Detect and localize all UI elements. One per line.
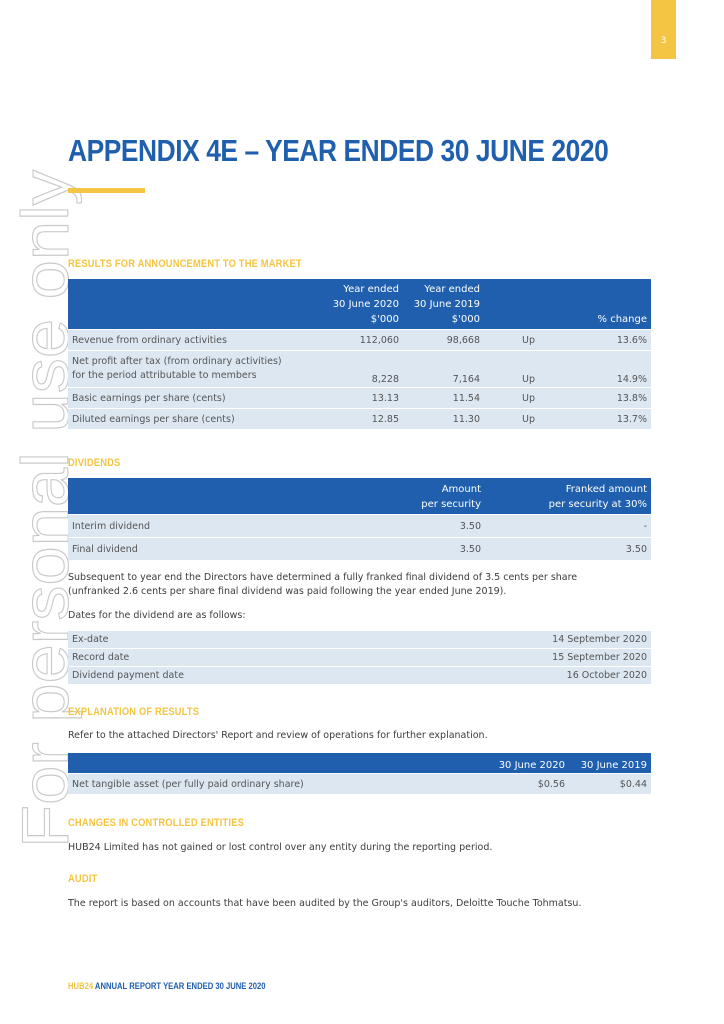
header-franked: Franked amount per security at 30% [485,478,651,514]
table-row: Record date 15 September 2020 [68,649,651,666]
table-row: Ex-date 14 September 2020 [68,631,651,648]
table-row: Net profit after tax (from ordinary activities) for the period attributable to members 8,228 7,164 Up 14.9% [68,351,651,387]
table-row: Interim dividend 3.50 - [68,515,651,537]
header-2019: Year ended 30 June 2019 $'000 [403,279,484,329]
table-row: Basic earnings per share (cents) 13.13 11.54 Up 13.8% [68,388,651,408]
results-table [68,278,651,430]
watermark-text: For personal use only [8,213,82,848]
table-row: Final dividend 3.50 3.50 [68,538,651,560]
footer [68,981,266,991]
page-number: 3 [660,36,667,46]
audit-heading: AUDIT [68,873,98,885]
page-title: APPENDIX 4E – YEAR ENDED 30 JUNE 2020 [68,133,609,168]
title-underline [68,188,145,193]
nta-header-row [68,753,651,773]
dividend-dates-table [68,630,651,685]
table-row: Dividend payment date 16 October 2020 [68,667,651,684]
table-row: Diluted earnings per share (cents) 12.85 11.30 Up 13.7% [68,409,651,429]
dividend-dates-intro: Dates for the dividend are as follows: [68,610,246,621]
nta-table [68,752,651,795]
dividends-header-row [68,478,651,514]
audit-text: The report is based on accounts that have been audited by the Group's auditors, Deloitte Touche Tohmatsu. [68,898,582,909]
dividends-table [68,477,651,561]
dividend-note: Subsequent to year end the Directors have determined a fully franked final dividend of 3.5 cents per share (unfranked 2.6 cents per share final dividend was paid following the year ended June 2019). [68,572,578,597]
results-header-row [68,279,651,329]
table-row: Revenue from ordinary activities 112,060 98,668 Up 13.6% [68,330,651,350]
header-2019: 30 June 2019 [569,753,651,773]
footer-brand: HUB24 [68,981,94,991]
changes-heading: CHANGES IN CONTROLLED ENTITIES [68,817,245,829]
explanation-text: Refer to the attached Directors' Report and review of operations for further explanation. [68,730,488,741]
header-2020: 30 June 2020 [485,753,569,773]
explanation-heading: EXPLANATION OF RESULTS [68,706,200,718]
dividends-heading: DIVIDENDS [68,457,121,469]
header-amount: Amount per security [403,478,485,514]
footer-title: ANNUAL REPORT YEAR ENDED 30 JUNE 2020 [93,981,266,991]
page-number-tab [651,0,676,59]
changes-text: HUB24 Limited has not gained or lost control over any entity during the reporting period. [68,842,493,853]
table-row: Net tangible asset (per fully paid ordinary share) $0.56 $0.44 [68,774,651,794]
header-change: % change [563,279,651,329]
results-heading: RESULTS FOR ANNOUNCEMENT TO THE MARKET [68,258,302,270]
header-2020: Year ended 30 June 2020 $'000 [328,279,403,329]
